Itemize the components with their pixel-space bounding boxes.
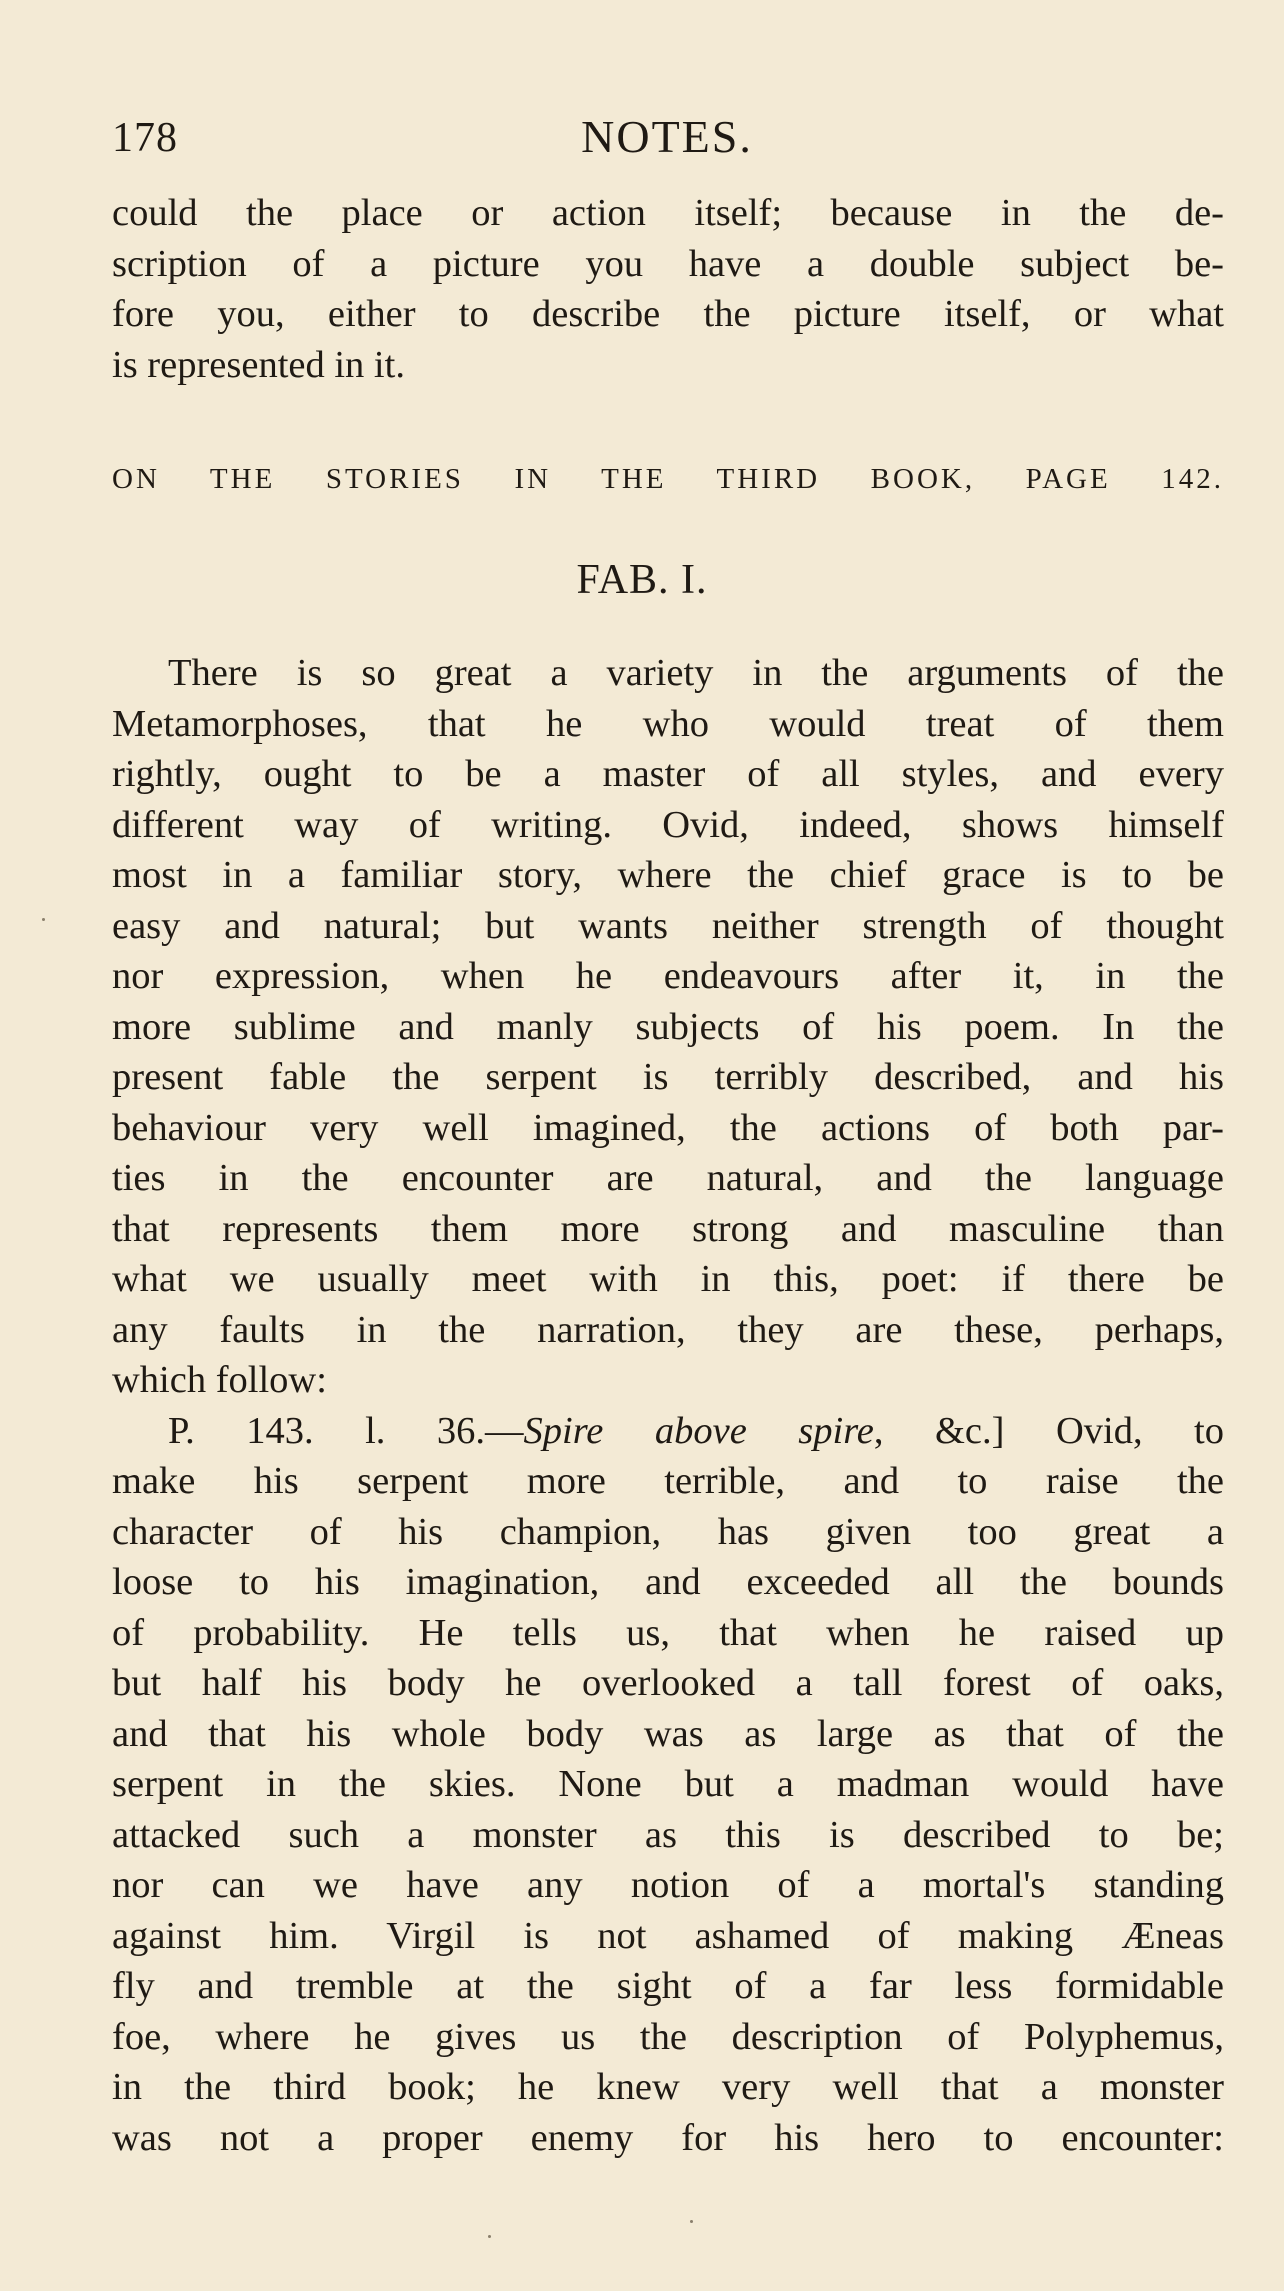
text-line: attacked such a monster as this is described to be; (112, 1813, 1224, 1856)
text-line: which follow: (112, 1359, 327, 1401)
text-line: fly and tremble at the sight of a far less formidable (112, 1965, 1224, 2007)
text-line: could the place or action itself; because in the de- (112, 192, 1224, 234)
fable-title: FAB. I. (576, 557, 708, 603)
text-line: behaviour very well imagined, the actions of both par- (112, 1106, 1224, 1149)
text-line: but half his body he overlooked a tall forest of oaks, (112, 1662, 1224, 1704)
page-header (112, 110, 1222, 168)
text-line: of probability. He tells us, that when he raised up (112, 1611, 1224, 1654)
text-line: against him. Virgil is not ashamed of making Æneas (112, 1914, 1224, 1957)
text-line: easy and natural; but wants neither strength of thought (112, 904, 1224, 947)
note-lemma: Spire above spire (523, 1409, 874, 1452)
text-line: Metamorphoses, that he who would treat of them (112, 702, 1224, 745)
text-line: present fable the serpent is terribly described, and his (112, 1056, 1224, 1098)
text-line: nor can we have any notion of a mortal's standing (112, 1864, 1224, 1906)
text-line: any faults in the narration, they are these, perhaps, (112, 1308, 1224, 1351)
main-body (112, 648, 1224, 2163)
text-line: is represented in it. (112, 343, 405, 386)
text-line: rightly, ought to be a master of all styles, and every (112, 753, 1224, 795)
note-line-rest: Ovid, to (1055, 1409, 1224, 1452)
text-line: was not a proper enemy for his hero to encounter: (112, 2116, 1224, 2159)
text-line: ties in the encounter are natural, and the language (112, 1157, 1224, 1199)
section-heading: ON THE STORIES IN THE THIRD BOOK, PAGE 142. (112, 463, 1224, 495)
text-line: loose to his imagination, and exceeded all the bounds (112, 1561, 1224, 1603)
running-head: NOTES. (581, 111, 753, 162)
note-reference-line (112, 1406, 1224, 1457)
text-line: most in a familiar story, where the chief grace is to be (112, 854, 1224, 896)
text-line: serpent in the skies. None but a madman would have (112, 1763, 1224, 1805)
text-line: more sublime and manly subjects of his poem. In the (112, 1005, 1224, 1048)
text-line: There is so great a variety in the arguments of the (168, 652, 1224, 694)
text-line: and that his whole body was as large as that of the (112, 1712, 1224, 1755)
paper-speck (488, 2235, 491, 2238)
intro-paragraph (112, 188, 1224, 390)
note-reference-end: , &c.] (873, 1409, 1005, 1452)
text-line: different way of writing. Ovid, indeed, shows himself (112, 803, 1224, 846)
text-line: nor expression, when he endeavours after it, in the (112, 955, 1224, 997)
text-line: what we usually meet with in this, poet: if there be (112, 1258, 1224, 1300)
paper-speck (690, 2220, 693, 2223)
paper-speck (42, 918, 45, 921)
note-reference: P. 143. l. 36.— (168, 1409, 524, 1452)
text-line: fore you, either to describe the picture itself, or what (112, 293, 1224, 335)
page-number: 178 (112, 115, 178, 161)
text-line: that represents them more strong and masculine than (112, 1207, 1224, 1250)
text-line: scription of a picture you have a double subject be- (112, 242, 1224, 285)
text-line: in the third book; he knew very well that a monster (112, 2066, 1224, 2108)
text-line: make his serpent more terrible, and to raise the (112, 1460, 1224, 1502)
text-line: foe, where he gives us the description of Polyphemus, (112, 2015, 1224, 2058)
text-line: character of his champion, has given too great a (112, 1510, 1224, 1553)
